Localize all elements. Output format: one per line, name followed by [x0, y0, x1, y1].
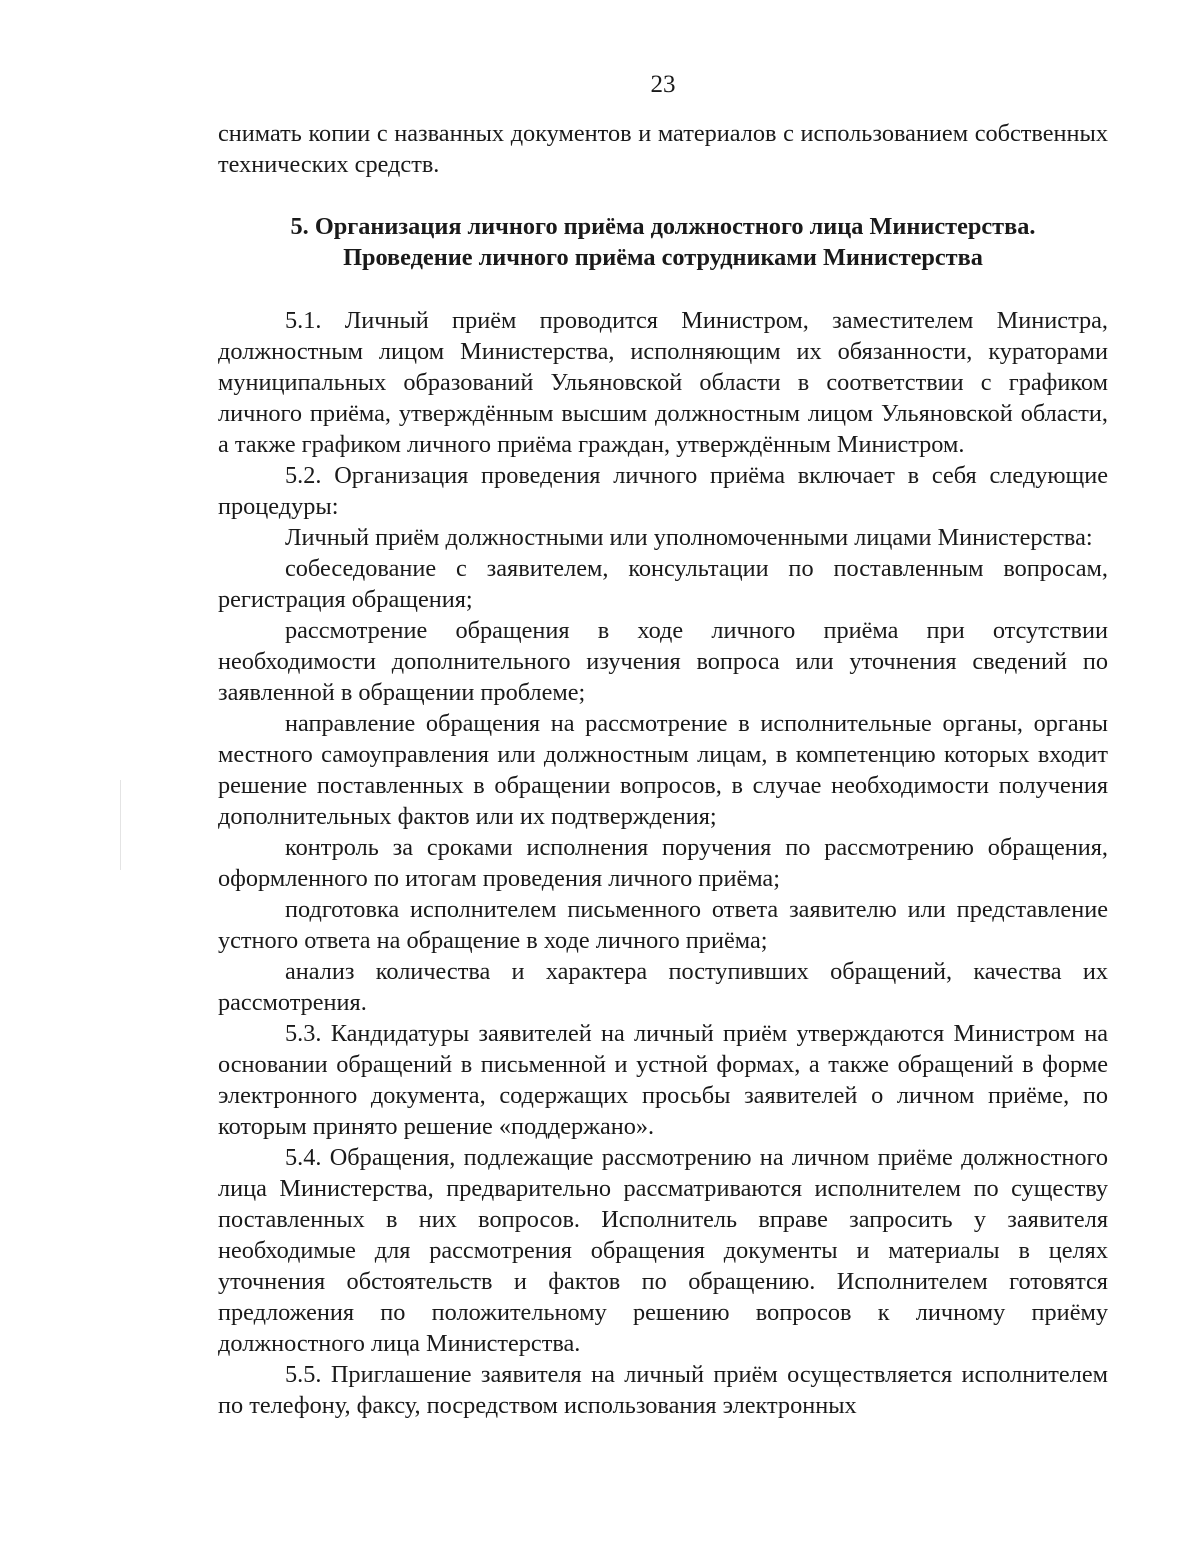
list-item-interview: собеседование с заявителем, консультации по поставленным вопросам, регистрация обращения;: [218, 555, 1108, 613]
list-item-personal-reception: Личный приём должностными или уполномоченными лицами Министерства:: [285, 524, 1093, 551]
list-item-analysis: анализ количества и характера поступивших обращений, качества их рассмотрения.: [218, 958, 1108, 1016]
list-item-consideration: рассмотрение обращения в ходе личного приёма при отсутствии необходимости дополнительного изучения вопроса или уточнения сведений по заявленной в обращении проблеме;: [218, 617, 1108, 706]
section-title-line-2: Проведение личного приёма сотрудниками Министерства: [343, 244, 983, 271]
scan-artifact: [120, 780, 121, 870]
section-heading: [218, 211, 1108, 273]
document-body: [218, 118, 1108, 1421]
list-item-control: контроль за сроками исполнения поручения по рассмотрению обращения, оформленного по итогам проведения личного приёма;: [218, 834, 1108, 892]
paragraph-5-1: 5.1. Личный приём проводится Министром, заместителем Министра, должностным лицом Министерства, исполняющим их обязанности, кураторами муниципальных образований Ульяновской области в соответствии с графиком личного приёма, утверждённым высшим должностным лицом Ульяновской области, а также графиком личного приёма граждан, утверждённым Министром.: [218, 307, 1108, 458]
list-item-answer: подготовка исполнителем письменного ответа заявителю или представление устного ответа на обращение в ходе личного приёма;: [218, 896, 1108, 954]
list-item-referral: направление обращения на рассмотрение в исполнительные органы, органы местного самоуправления или должностным лицам, в компетенцию которых входит решение поставленных в обращении вопросов, в случае необходимости получения дополнительных фактов или их подтверждения;: [218, 710, 1108, 830]
paragraph-5-2: 5.2. Организация проведения личного приёма включает в себя следующие процедуры:: [218, 462, 1108, 520]
paragraph-5-4: 5.4. Обращения, подлежащие рассмотрению на личном приёме должностного лица Министерства, предварительно рассматриваются исполнителем по существу поставленных в них вопросов. Исполнитель вправе запросить у заявителя необходимые для рассмотрения обращения документы и материалы в целях уточнения обстоятельств и фактов по обращению. Исполнителем готовятся предложения по положительному решению вопросов к личному приёму должностного лица Министерства.: [218, 1144, 1108, 1357]
paragraph-5-3: 5.3. Кандидатуры заявителей на личный приём утверждаются Министром на основании обращений в письменной и устной формах, а также обращений в форме электронного документа, содержащих просьбы заявителей о личном приёме, по которым принято решение «поддержано».: [218, 1020, 1108, 1140]
paragraph-5-5: 5.5. Приглашение заявителя на личный приём осуществляется исполнителем по телефону, факсу, посредством использования электронных: [218, 1361, 1108, 1419]
intro-paragraph: снимать копии с названных документов и материалов с использованием собственных технических средств.: [218, 120, 1108, 178]
page-number: 23: [650, 71, 676, 98]
section-title-line-1: 5. Организация личного приёма должностного лица Министерства.: [290, 213, 1036, 240]
